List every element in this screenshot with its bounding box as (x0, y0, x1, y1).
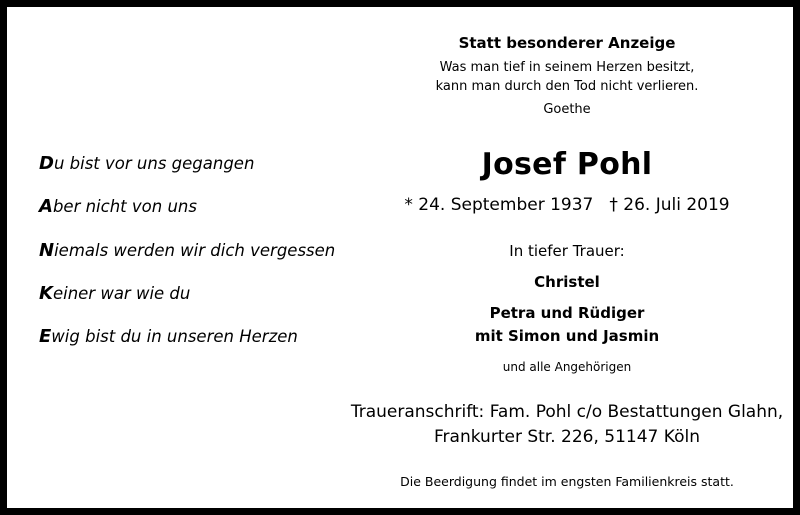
acrostic-text: einer war wie du (52, 284, 191, 303)
acrostic-initial: N (39, 240, 55, 261)
acrostic-text: u bist vor uns gegangen (53, 154, 255, 173)
acrostic-initial: D (39, 153, 54, 174)
life-dates (337, 195, 797, 215)
acrostic-text: wig bist du in unseren Herzen (51, 327, 298, 346)
mourning-intro: In tiefer Trauer: (509, 242, 625, 260)
acrostic-line (39, 283, 190, 304)
acrostic-line (39, 196, 197, 217)
funeral-note: Die Beerdigung findet im engsten Familienkreis statt. (400, 474, 734, 489)
birth-date: * 24. September 1937 (404, 195, 594, 215)
mourner-name: Petra und Rüdiger (489, 304, 645, 322)
death-date: † 26. Juli 2019 (609, 195, 730, 215)
acrostic-line (39, 326, 298, 347)
mourner-name: Christel (534, 273, 600, 291)
acrostic-initial: K (39, 283, 53, 304)
acrostic-initial: E (39, 326, 52, 347)
notice-heading: Statt besonderer Anzeige (458, 34, 676, 52)
acrostic-text: ber nicht von uns (52, 197, 197, 216)
quote-line: Was man tief in seinem Herzen besitzt, (439, 60, 695, 75)
mourning-address: Traueranschrift: Fam. Pohl c/o Bestattungen Glahn, (350, 402, 784, 422)
acrostic-text: iemals werden wir dich vergessen (54, 241, 336, 260)
mourner-name: mit Simon und Jasmin (474, 327, 660, 345)
other-relatives: und alle Angehörigen (502, 360, 632, 374)
quote-author: Goethe (543, 102, 591, 117)
acrostic-initial: A (39, 196, 53, 217)
mourning-address: Frankurter Str. 226, 51147 Köln (434, 427, 700, 447)
acrostic-line (39, 240, 335, 261)
quote-line: kann man durch den Tod nicht verlieren. (435, 79, 699, 94)
acrostic-line (39, 153, 254, 174)
deceased-name: Josef Pohl (481, 147, 653, 182)
